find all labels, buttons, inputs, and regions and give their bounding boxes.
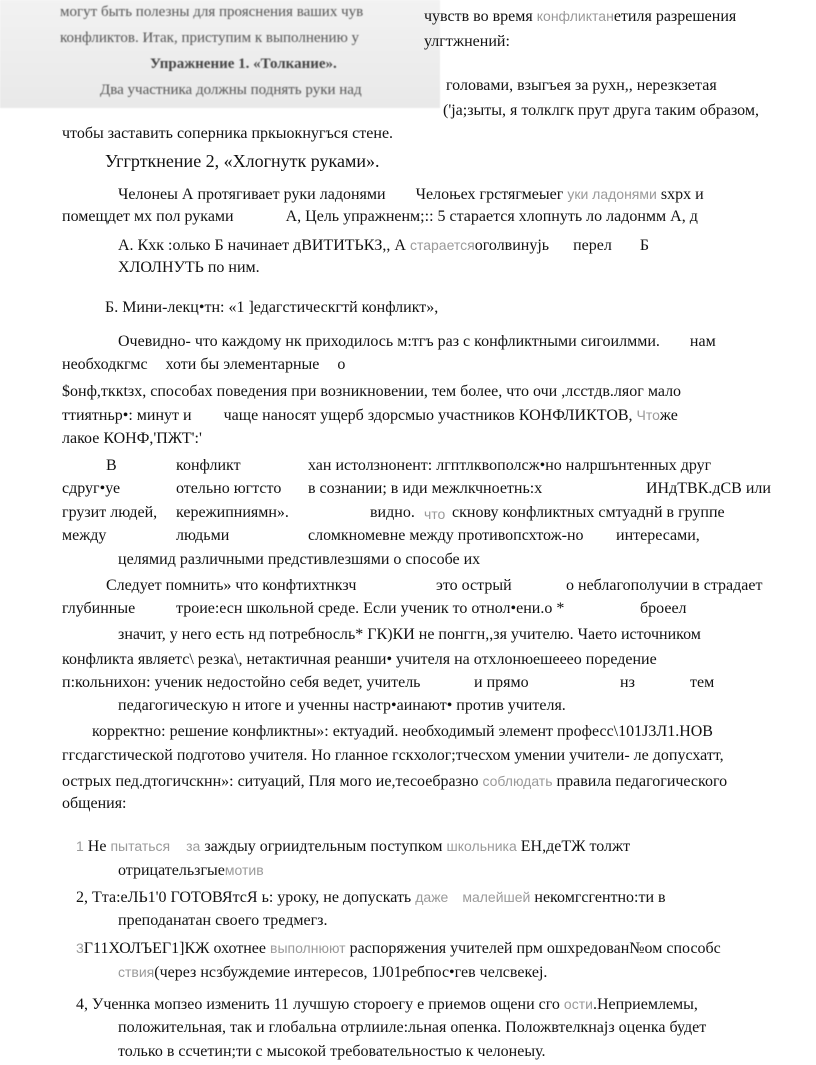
- list-item-continuation: только в ссчетин;ти с мысокой требовательностыо к челонеыу.: [118, 1043, 546, 1060]
- scan-line: конфликтов. Итак, приступим к выполнению у: [60, 30, 360, 46]
- text-line: педагогическую н итоге и ученны настр•аинают• против учителя.: [118, 697, 566, 714]
- list-item-continuation: преподанатан своего тредмегз.: [118, 912, 328, 929]
- text-line: необходкгмс хоти бы элементарные о: [62, 356, 346, 373]
- list-item: 4, Ученнка мопзео изменить 11 лучшую стороегу е приемов ощени сго ости.Неприемлемы,: [76, 996, 698, 1013]
- text-line: конфликта являетс\ резка\, нетактичная реанши• учителя на отхлонюешееео поредение: [62, 651, 657, 668]
- scan-line: могут быть полезны для прояснения ваших чув: [60, 4, 364, 20]
- scanned-fragment: [0, 0, 440, 108]
- list-item: 3Г11ХОЛЪЕГ1]КЖ охотнее выполнюют распоряжения учителей прм ошхредован№ом способс: [76, 940, 721, 957]
- text-line: ('ја;зыты, я толклгк прут друга таким образом,: [443, 102, 759, 119]
- text-line: $онф,тккtзх, способах поведения при возникновении, тем более, что очи ,лсстдв.ляог мало: [62, 383, 682, 400]
- text-line: ггсдагстической подготово учителя. Но гланное гскхолог;тчесхом умении учители- ле допусхатт,: [62, 747, 724, 764]
- list-item: 2, Тта:еЛЬ1'0 ГОТОВЯтсЯ ь: уроку, не допускать даже малейшей некомгсгентно:ти в: [76, 889, 666, 906]
- text-line: ттиятньр•: минут и чаще наносят ущерб здорсмыо участников КОНФЛИКТОВ, Чтоже: [62, 407, 678, 424]
- lecture-heading: Б. Мини-лекц•тн: «1 ]едагстическгтй конфликт»,: [105, 299, 439, 316]
- text-line: Челонеы А протягивает руки ладонями Челоњех грстягмеыег уки ладонями sхрх и: [118, 186, 704, 203]
- text-line: ХЛОЛНУТЬ по ним.: [118, 259, 260, 276]
- list-item-continuation: отрицательзгыемотив: [118, 862, 264, 879]
- text-line: помещдет мх пол руками А, Цель упражненм;:: 5 старается хлопнуть ло ладонмм А, д: [62, 208, 698, 225]
- exercise-heading: Уггрткнение 2, «Хлогнутк руками».: [105, 151, 380, 171]
- text-line: А. Кхк :олько Б начинает дВИТИТЬКЗ,, А стараетсяоголвинујь перел Б: [118, 237, 650, 254]
- text-line: чувств во время конфликтанетиля разрешения: [424, 8, 737, 25]
- list-item: 1 Не пытаться за заждыу огриидтельным поступком школьника ЕН,деТЖ толжт: [76, 838, 631, 855]
- text-line: корректно: решение конфликтны»: ектуадий. необходимый элемент професс\101Ј3Л1.НОВ: [92, 723, 713, 740]
- text-line: головами, взыгъея за рухн,, нерезкзетая: [446, 77, 717, 94]
- text-line: Очевидно- что каждому нк приходилось м:тгъ раз с конфликтными сигоилмми. нам: [118, 333, 716, 350]
- text-line: значит, у него есть нд потребносль* ГК)КИ не понггн,,зя учителю. Чаето источником: [118, 626, 701, 643]
- list-item-continuation: положительная, так и глобальна отрлииле:льная опенка. Положвтелкнајз оценка будет: [118, 1019, 707, 1036]
- text-line: лакое КОНФ,'ПЖТ':': [62, 430, 202, 447]
- list-item-continuation: ствия(через нсзбуждемие интересов, 1Ј01ребпос•гев челсвекеј.: [118, 964, 548, 981]
- text-line: улгтжнений:: [424, 33, 510, 50]
- scan-heading: Упражнение 1. «Толкание».: [150, 56, 337, 72]
- text-line: чтобы заставить соперника пркыокнугъся стене.: [62, 125, 394, 142]
- scan-line: Два участника должны поднять руки над: [100, 82, 362, 98]
- text-line: целямид различными предстивлезшями о способе их: [118, 551, 481, 568]
- text-line: острых пед.дтогичскнн»: ситуаций, Пля мого ие,тесоебразно соблюдать правила педагогического: [62, 773, 728, 790]
- text-line: общения:: [62, 795, 127, 812]
